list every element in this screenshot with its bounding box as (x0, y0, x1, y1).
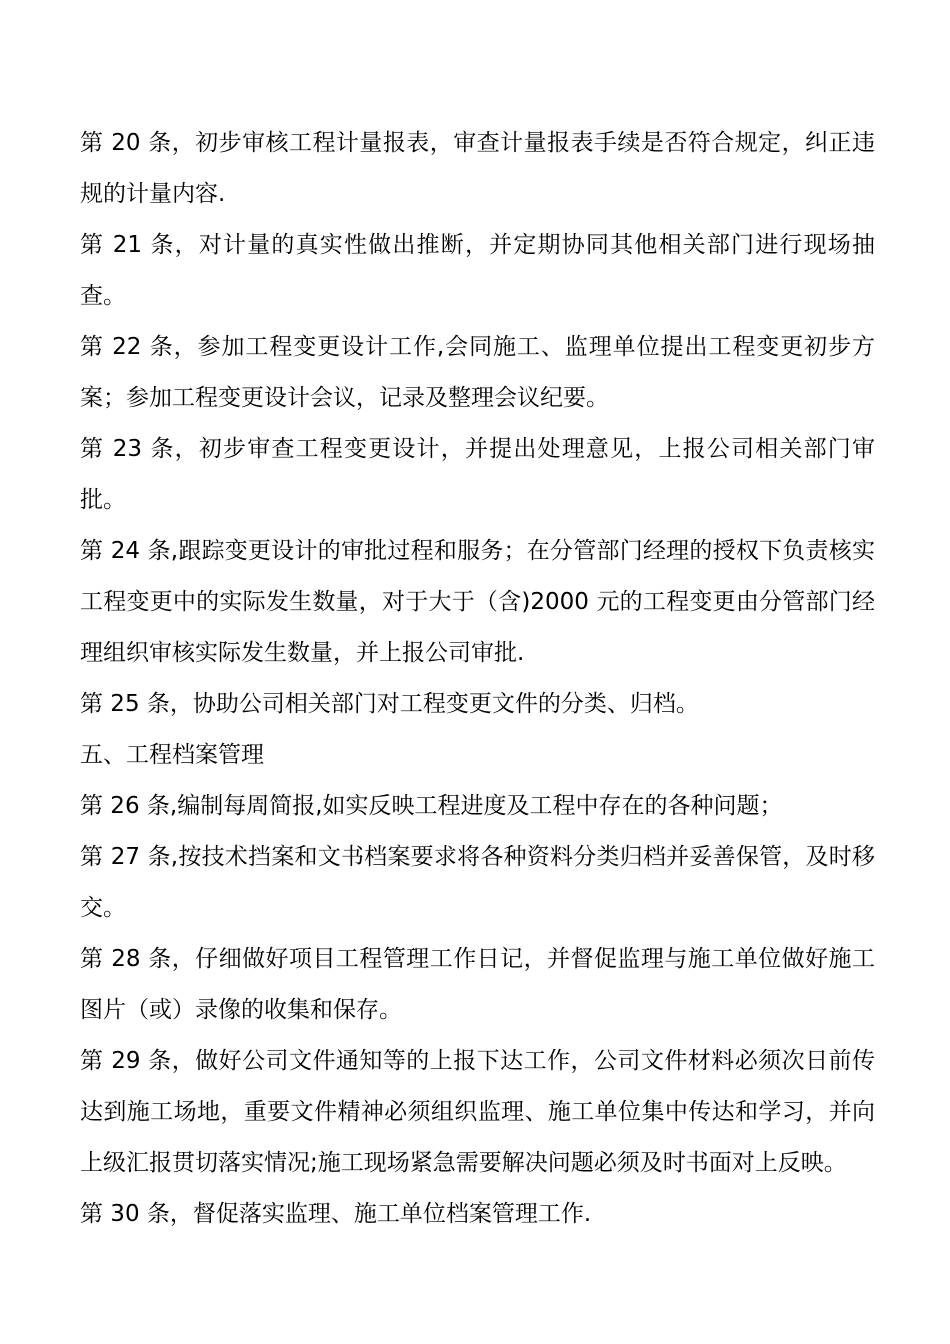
paragraph-article-29: 第 29 条，做好公司文件通知等的上报下达工作，公司文件材料必须次日前传达到施工场地，重要文件精神必须组织监理、施工单位集中传达和学习，并向上级汇报贯切落实情况;施工现场紧急需要解决问题必须及时书面对上反映。 (80, 1048, 875, 1176)
paragraph-article-23: 第 23 条，初步审查工程变更设计，并提出处理意见，上报公司相关部门审批。 (80, 436, 875, 513)
paragraph-article-22: 第 22 条，参加工程变更设计工作,会同施工、监理单位提出工程变更初步方案；参加工程变更设计会议，记录及整理会议纪要。 (80, 334, 875, 411)
paragraph-article-21: 第 21 条，对计量的真实性做出推断，并定期协同其他相关部门进行现场抽查。 (80, 232, 875, 309)
paragraph-article-24: 第 24 条,跟踪变更设计的审批过程和服务；在分管部门经理的授权下负责核实工程变更中的实际发生数量，对于大于（含)2000 元的工程变更由分管部门经理组织审核实际发生数量，并上报公司审批. (80, 538, 875, 666)
paragraph-article-30: 第 30 条，督促落实监理、施工单位档案管理工作. (80, 1201, 592, 1227)
paragraph-article-20: 第 20 条，初步审核工程计量报表，审查计量报表手续是否符合规定，纠正违规的计量内容. (80, 130, 875, 207)
section-heading: 五、工程档案管理 (80, 742, 264, 768)
paragraph-article-25: 第 25 条，协助公司相关部门对工程变更文件的分类、归档。 (80, 691, 699, 717)
paragraph-article-27: 第 27 条,按技术挡案和文书档案要求将各种资料分类归档并妥善保管，及时移交。 (80, 844, 875, 921)
paragraph-article-26: 第 26 条,编制每周简报,如实反映工程进度及工程中存在的各种问题； (80, 793, 783, 819)
paragraph-article-28: 第 28 条，仔细做好项目工程管理工作日记，并督促监理与施工单位做好施工图片（或）录像的收集和保存。 (80, 946, 875, 1023)
document-body (80, 118, 875, 1240)
